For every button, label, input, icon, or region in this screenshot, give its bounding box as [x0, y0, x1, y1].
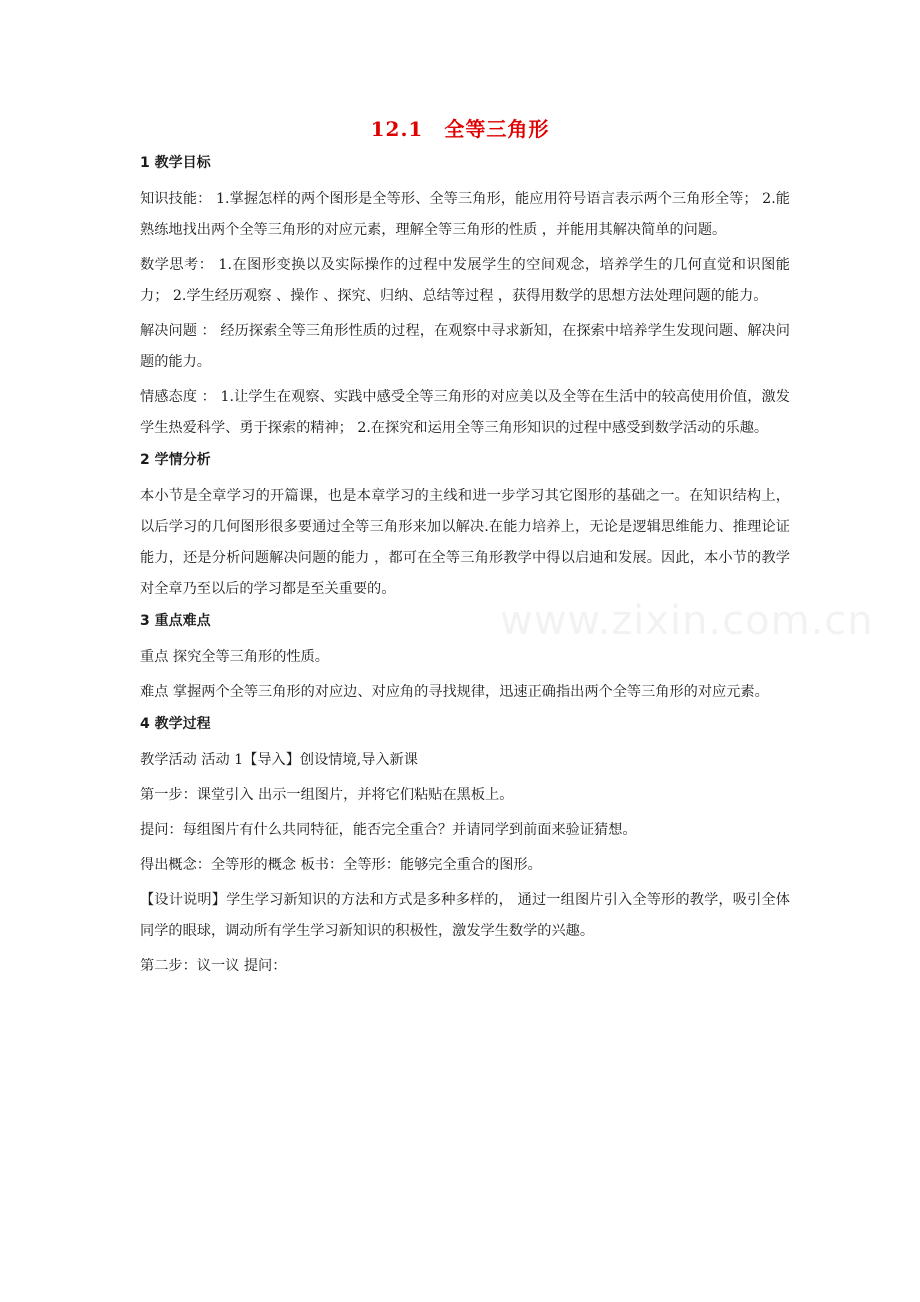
goals-problem-solving: 解决问题 ： 经历探索全等三角形性质的过程，在观察中寻求新知，在探索中培养学生发现问题、解决问题的能力。 — [140, 323, 790, 370]
process-step-one: 第一步：课堂引入 出示一组图片，并将它们粘贴在黑板上。 — [140, 787, 514, 803]
process-question: 提问：每组图片有什么共同特征，能否完全重合？并请同学到前面来验证猜想。 — [140, 822, 637, 838]
section-heading-goals: 1 教学目标 — [140, 155, 211, 171]
page-title: 12.1 全等三角形 — [370, 117, 550, 141]
process-step-two: 第二步：议一议 提问： — [140, 958, 287, 974]
section-heading-analysis: 2 学情分析 — [140, 452, 211, 468]
process-activity: 教学活动 活动 1【导入】创设情境,导入新课 — [140, 752, 418, 768]
document-body — [140, 153, 790, 986]
section-heading-key-points: 3 重点难点 — [140, 613, 211, 629]
process-design-note: 【设计说明】学生学习新知识的方法和方式是多种多样的， 通过一组图片引入全等形的教学，吸引全体同学的眼球，调动所有学生学习新知识的积极性，激发学生数学的兴趣。 — [140, 892, 790, 939]
goals-attitude: 情感态度 ： 1.让学生在观察、实践中感受全等三角形的对应美以及全等在生活中的较高使用价值，激发学生热爱科学、勇于探索的精神； 2.在探究和运用全等三角形知识的过程中感受到数学活动的乐趣。 — [140, 389, 790, 436]
process-concept: 得出概念：全等形的概念 板书：全等形：能够完全重合的图形。 — [140, 857, 542, 873]
key-point: 重点 探究全等三角形的性质。 — [140, 649, 329, 665]
section-heading-process: 4 教学过程 — [140, 716, 211, 732]
analysis-paragraph: 本小节是全章学习的开篇课，也是本章学习的主线和进一步学习其它图形的基础之一。在知识结构上，以后学习的几何图形很多要通过全等三角形来加以解决.在能力培养上，无论是逻辑思维能力、推理论证能力，还是分析问题解决问题的能力 ，都可在全等三角形教学中得以启迪和发展。因此，本小节的教学对全章乃至以后的学习都是至关重要的。 — [140, 488, 790, 597]
goals-math-thinking: 数学思考： 1.在图形变换以及实际操作的过程中发展学生的空间观念，培养学生的几何直觉和识图能力； 2.学生经历观察 、操作 、探究、归纳、总结等过程 ，获得用数学的思想方法处理问题的能力。 — [140, 257, 790, 304]
goals-knowledge-skills: 知识技能： 1.掌握怎样的两个图形是全等形、全等三角形，能应用符号语言表示两个三角形全等； 2.能熟练地找出两个全等三角形的对应元素，理解全等三角形的性质 ，并能用其解决简单的问题。 — [140, 191, 790, 238]
watermark: www.zixin.com.cn — [500, 598, 874, 644]
difficult-point: 难点 掌握两个全等三角形的对应边、对应角的寻找规律，迅速正确指出两个全等三角形的对应元素。 — [140, 684, 769, 700]
